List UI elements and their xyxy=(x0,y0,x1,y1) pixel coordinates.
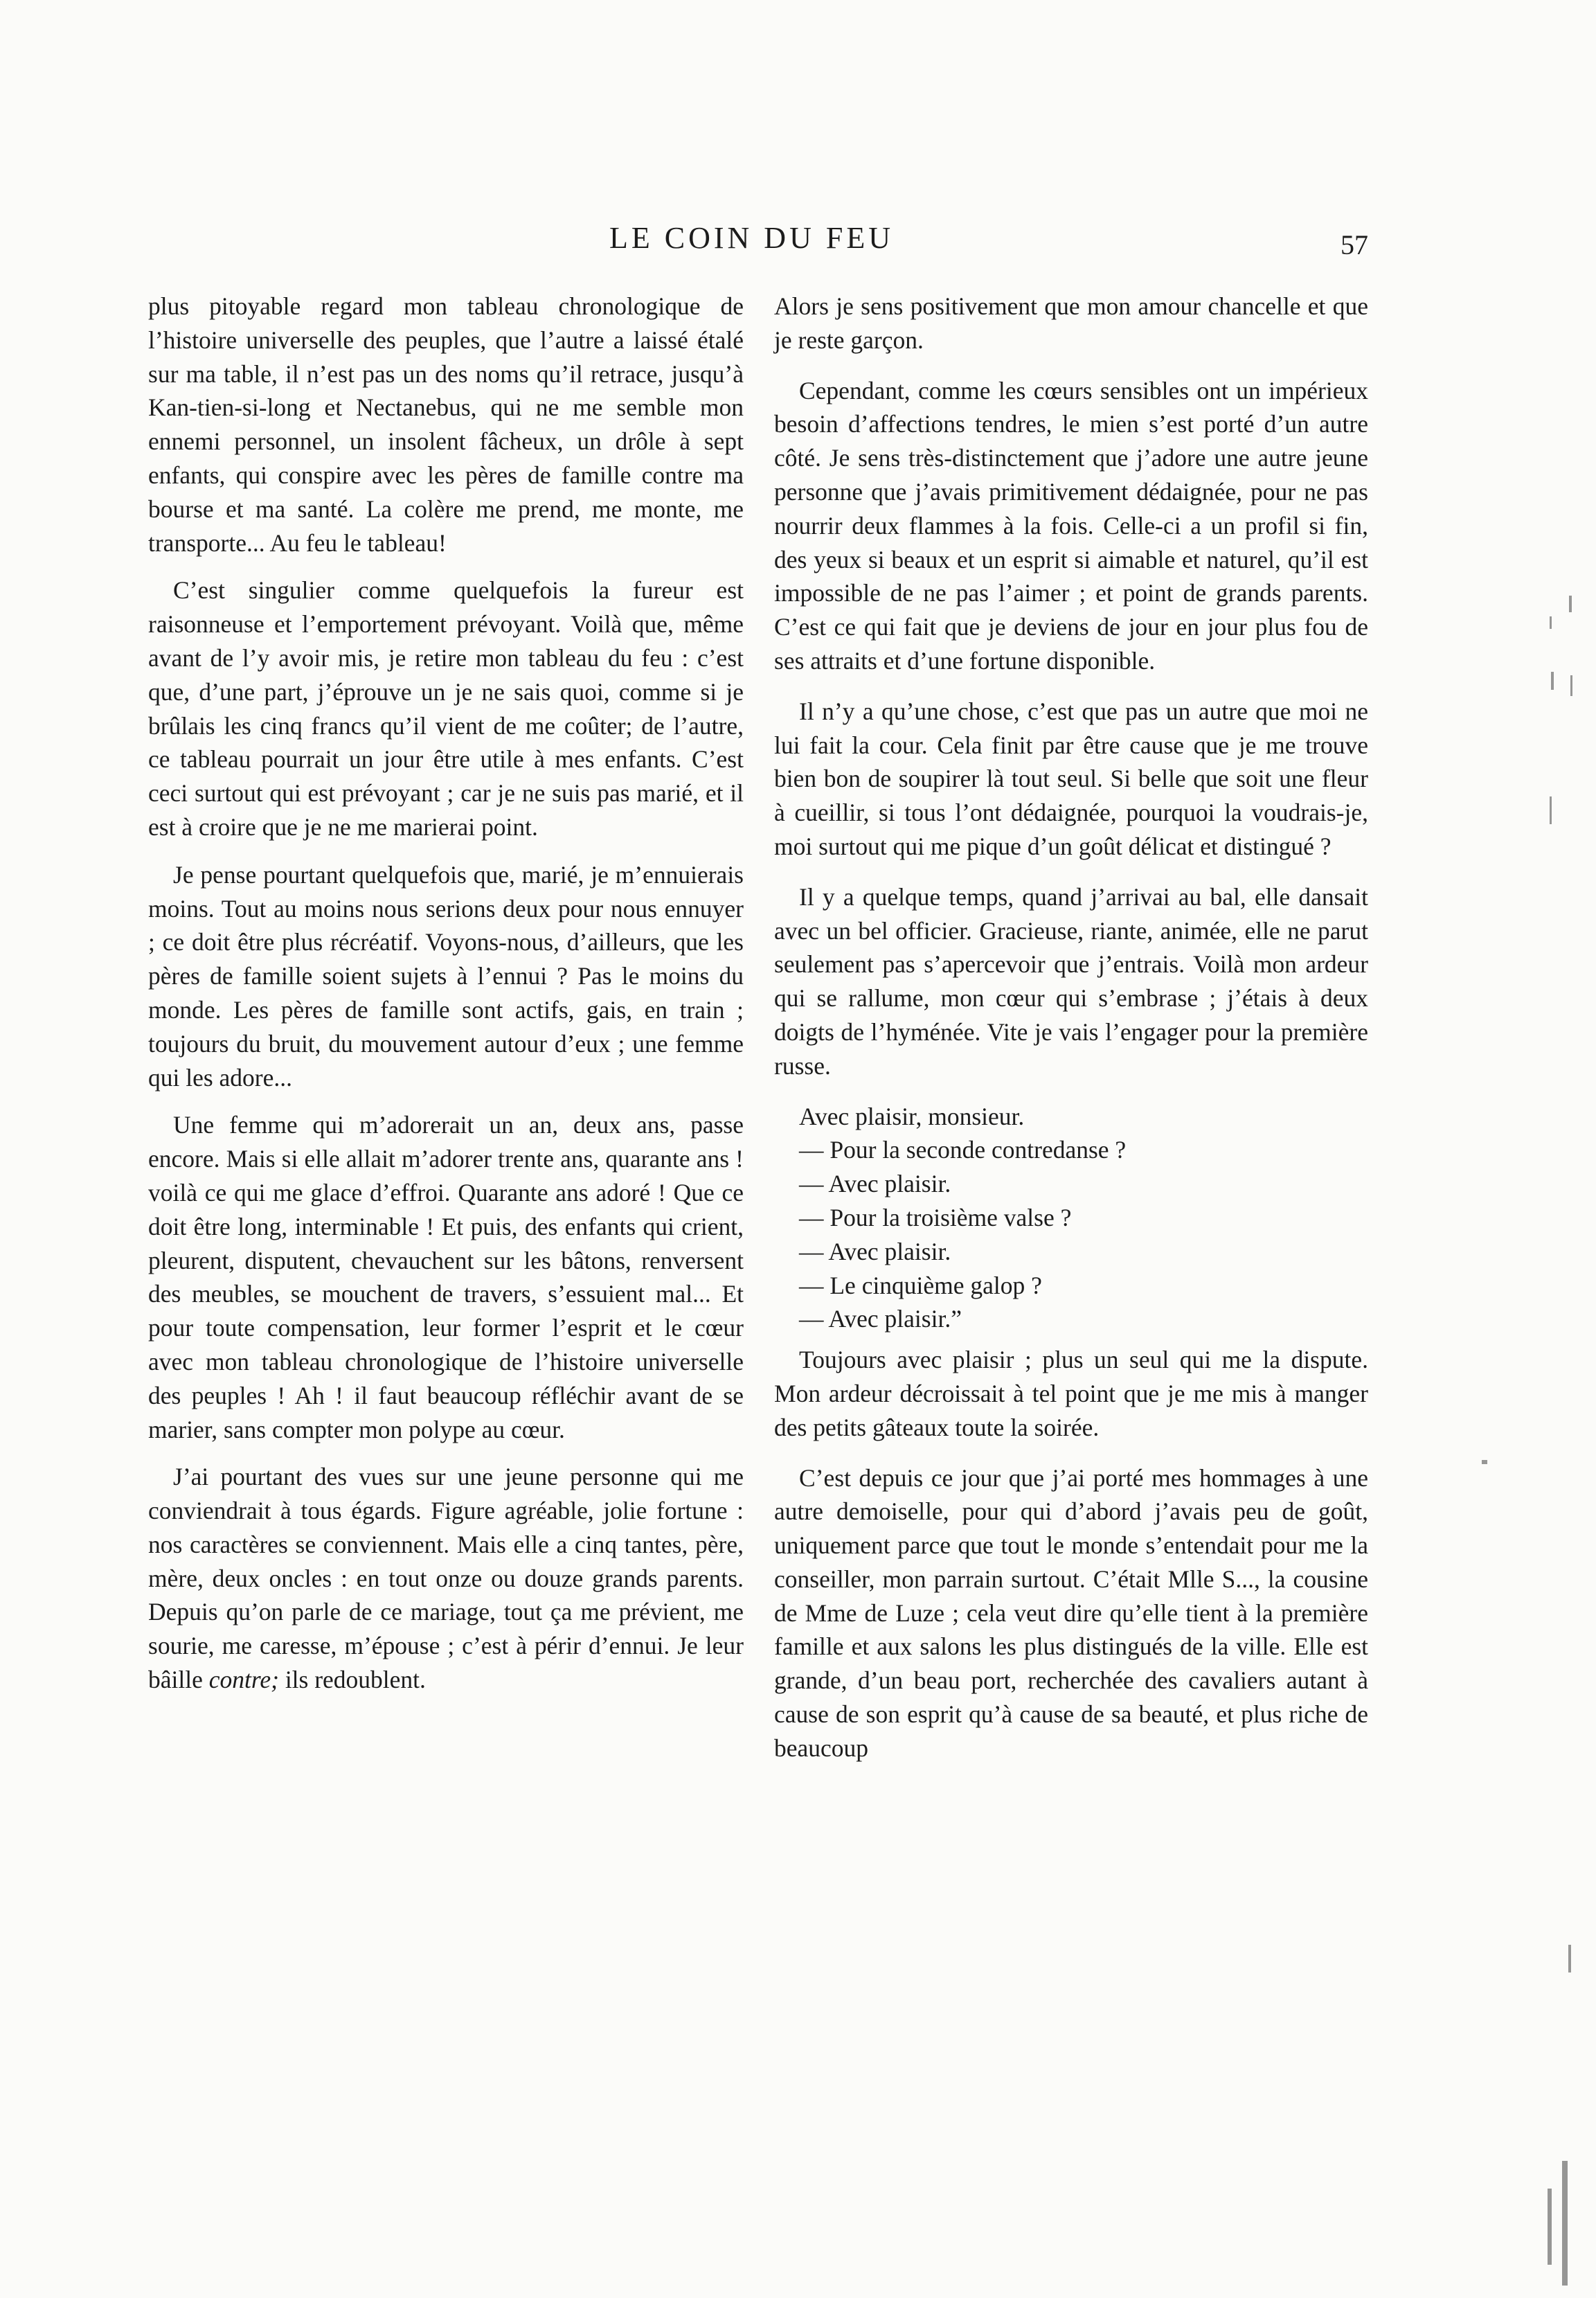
paragraph: Alors je sens positivement que mon amour chancelle et que je reste garçon. xyxy=(774,292,1368,354)
scan-mark xyxy=(1568,1945,1571,1972)
paragraph: Il y a quelque temps, quand j’arrivai au bal, elle dansait avec un bel officier. Gracieuse, riante, animée, elle ne parut seulement pas s’apercevoir que j’entrais. Voilà mon ardeur qui se rallume, mon cœur qui s’embrase ; j’étais à deux doigts de l’hyménée. Vite je vais l’engager pour la première russe. xyxy=(774,882,1368,1080)
paragraph-text: ils redoublent. xyxy=(278,1666,426,1694)
left-column xyxy=(148,290,744,1711)
paragraph: C’est depuis ce jour que j’ai porté mes hommages à une autre demoiselle, pour qui d’abord j’avais peu de goût, uniquement parce que tout le monde s’entendait pour me la conseiller, mon parrain surtout. C’était Mlle S..., la cousine de Mme de Luze ; cela veut dire qu’elle tient à la première famille et aux salons les plus distingués de la ville. Elle est grande, d’un beau port, recherchée des cavaliers autant à cause de son esprit qu’à cause de sa beauté, et plus riche de beaucoup xyxy=(774,1463,1368,1762)
running-title: LE COIN DU FEU xyxy=(609,221,894,255)
paragraph: Une femme qui m’adorerait un an, deux ans, passe encore. Mais si elle allait m’adorer trente ans, quarante ans ! voilà ce qui me glace d’effroi. Quarante ans adoré ! Que ce doit être long, interminable ! Et puis, des enfants qui crient, pleurent, disputent, chevauchent sur les bâtons, renversent des meubles, se mouchent de travers, s’essuient mal... Et pour toute compensation, leur former l’esprit et le cœur avec mon tableau chronologique de l’histoire universelle des peuples ! Ah ! il faut beaucoup réfléchir avant de se marier, sans compter mon polype au cœur. xyxy=(148,1111,744,1443)
scan-mark xyxy=(1562,2161,1568,2286)
dialogue-line: — Pour la seconde contredanse ? xyxy=(799,1136,1127,1164)
scan-mark xyxy=(1569,596,1572,612)
scan-mark xyxy=(1550,796,1552,824)
dialogue-line: — Avec plaisir.” xyxy=(799,1305,962,1333)
right-column xyxy=(774,290,1368,1782)
dialogue-line: — Avec plaisir. xyxy=(799,1170,951,1198)
dialogue-line: — Pour la troisième valse ? xyxy=(799,1203,1072,1231)
italic-word: contre; xyxy=(208,1666,279,1694)
scan-mark xyxy=(1482,1460,1487,1464)
dialogue-line: — Avec plaisir. xyxy=(799,1237,951,1265)
paragraph xyxy=(148,1460,744,1697)
page-number: 57 xyxy=(1341,229,1368,260)
paragraph-text: J’ai pourtant des vues sur une jeune personne qui me conviendrait à tous égards. Figure agréable, jolie fortune : nos caractères se conviennent. Mais elle a cinq tantes, père, mère, deux oncles : en tout onze ou douze grands parents. Depuis qu’on parle de ce mariage, tout ça me prévient, me sourie, me caresse, m’épouse ; c’est à périr d’ennui. Je leur bâille xyxy=(148,1463,744,1694)
paragraph: C’est singulier comme quelquefois la fureur est raisonneuse et l’emportement prévoyant. Voilà que, même avant de l’y avoir mis, je retire mon tableau du feu : c’est que, d’une part, j’éprouve un je ne sais quoi, comme si je brûlais les cinq francs qu’il vient de me coûter; de l’autre, ce tableau pourrait un jour être utile à mes enfants. C’est ceci surtout qui est prévoyant ; car je ne suis pas marié, et il est à croire que je ne me marierai point. xyxy=(148,576,744,841)
scan-mark xyxy=(1570,675,1572,696)
scan-mark xyxy=(1551,672,1554,690)
scan-mark xyxy=(1550,616,1552,629)
running-head xyxy=(0,220,1596,262)
paragraph: Toujours avec plaisir ; plus un seul qui me la dispute. Mon ardeur décroissait à tel point que je me mis à manger des petits gâteaux toute la soirée. xyxy=(774,1346,1368,1441)
paragraph: Je pense pourtant quelquefois que, marié, je m’ennuierais moins. Tout au moins nous serions deux pour nous ennuyer ; ce doit être plus récréatif. Voyons-nous, d’ailleurs, que les pères de famille soient sujets à l’ennui ? Pas le moins du monde. Les pères de famille sont actifs, gais, en train ; toujours du bruit, du mouvement autour d’eux ; une femme qui les adore... xyxy=(148,860,744,1092)
scan-mark xyxy=(1548,2189,1552,2265)
paragraph: plus pitoyable regard mon tableau chronologique de l’histoire universelle des peuples, que l’autre a laissé étalé sur ma table, il n’est pas un des noms qu’il retrace, jusqu’à Kan-tien-si-long et Nectanebus, qui ne me semble mon ennemi personnel, un insolent fâcheux, un drôle à sept enfants, qui conspire avec les pères de famille contre ma bourse et ma santé. La colère me prend, me monte, me transporte... Au feu le tableau! xyxy=(148,292,744,557)
paragraph: Il n’y a qu’une chose, c’est que pas un autre que moi ne lui fait la cour. Cela finit par être cause que je me trouve bien bon de soupirer là tout seul. Si belle que soit une fleur à cueillir, si tous l’ont dédaignée, pourquoi la voudrais-je, moi surtout qui me pique d’un goût délicat et distingué ? xyxy=(774,697,1368,860)
dialogue-line: — Le cinquième galop ? xyxy=(799,1271,1042,1299)
dialogue-line: Avec plaisir, monsieur. xyxy=(799,1102,1025,1130)
paragraph: Cependant, comme les cœurs sensibles ont un impérieux besoin d’affections tendres, le mien s’est porté d’un autre côté. Je sens très-distinctement que j’adore une autre jeune personne que j’avais primitivement dédaignée, pour ne pas nourrir deux flammes à la fois. Celle-ci a un profil si fin, des yeux si beaux et un esprit si aimable et naturel, qu’il est impossible de ne pas l’aimer ; et point de grands parents. C’est ce qui fait que je deviens de jour en jour plus fou de ses attraits et d’une fortune disponible. xyxy=(774,376,1368,675)
